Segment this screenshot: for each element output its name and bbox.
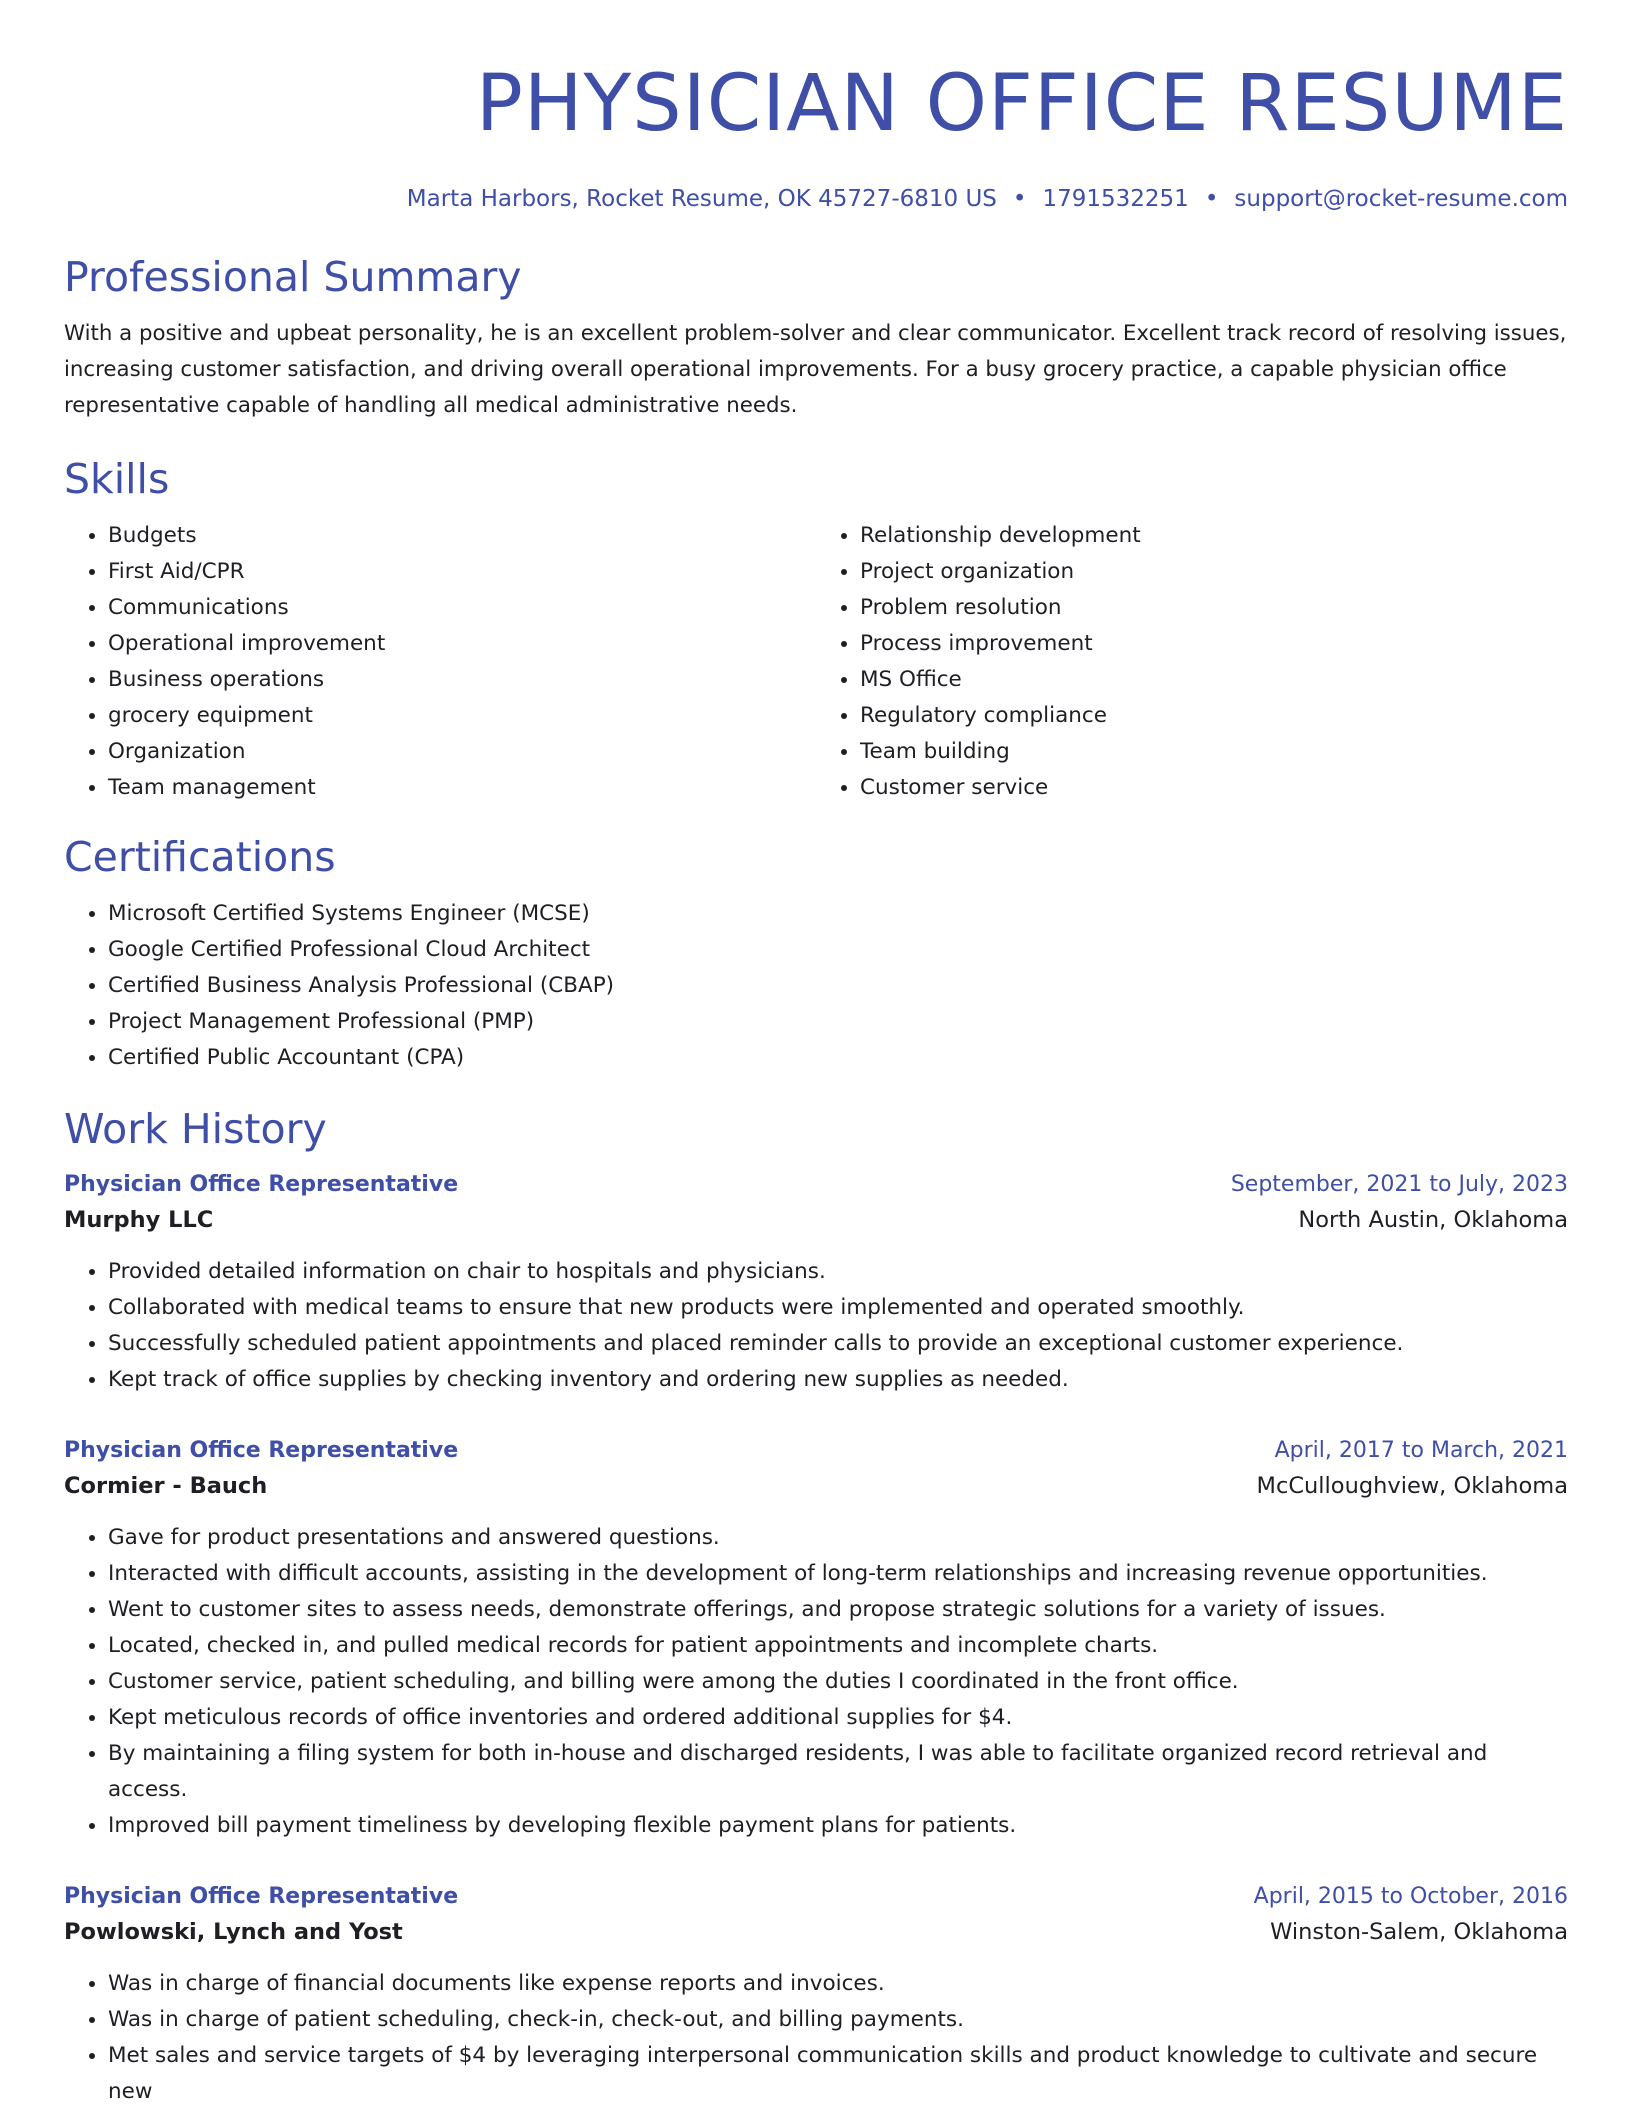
certification-item: • Certified Public Accountant (CPA) — [108, 1040, 1568, 1076]
job-title: Physician Office Representative — [64, 1172, 459, 1197]
contact-address: Marta Harbors, Rocket Resume, OK 45727-6810 US — [406, 186, 997, 212]
duty-item: • Went to customer sites to assess needs, demonstrate offerings, and propose strategic solutions for a variety of issues. — [108, 1592, 1568, 1628]
job-title: Physician Office Representative — [64, 1884, 459, 1909]
job-company-row — [64, 1202, 1568, 1238]
resume-title: PHYSICIAN OFFICE RESUME — [475, 59, 1568, 149]
certification-item: • Project Management Professional (PMP) — [108, 1004, 1568, 1040]
job-dates: April, 2017 to March, 2021 — [1274, 1438, 1568, 1463]
summary-heading: Professional Summary — [64, 253, 522, 301]
duty-item: • Kept track of office supplies by checking inventory and ordering new supplies as needed. — [108, 1362, 1568, 1398]
skills-columns — [64, 518, 1568, 806]
contact-separator: • — [1204, 186, 1219, 212]
job-dates: April, 2015 to October, 2016 — [1253, 1884, 1568, 1909]
job-title-row — [64, 1880, 1568, 1914]
contact-email: support@rocket-resume.com — [1234, 186, 1568, 212]
duty-item: • Gave for product presentations and answered questions. — [108, 1520, 1568, 1556]
job-title: Physician Office Representative — [64, 1438, 459, 1463]
duty-item: • Kept meticulous records of office inventories and ordered additional supplies for $4. — [108, 1700, 1568, 1736]
skill-item: • Regulatory compliance — [860, 698, 1568, 734]
skill-item: • Team management — [108, 770, 816, 806]
duty-item: • Successfully scheduled patient appointments and placed reminder calls to provide an exceptional customer experience. — [108, 1326, 1568, 1362]
skills-list-left — [64, 518, 816, 806]
job-duties — [64, 1966, 1568, 2110]
job-company: Cormier - Bauch — [64, 1473, 268, 1499]
job-company: Murphy LLC — [64, 1207, 214, 1233]
certification-item: • Google Certified Professional Cloud Architect — [108, 932, 1568, 968]
job-company-row — [64, 1914, 1568, 1950]
duty-item: • Improved bill payment timeliness by developing flexible payment plans for patients. — [108, 1808, 1568, 1844]
certification-item: • Microsoft Certified Systems Engineer (MCSE) — [108, 896, 1568, 932]
job-company-row — [64, 1468, 1568, 1504]
job-duties — [64, 1254, 1568, 1398]
skill-item: • Process improvement — [860, 626, 1568, 662]
skill-item: • Problem resolution — [860, 590, 1568, 626]
job-company: Powlowski, Lynch and Yost — [64, 1919, 403, 1945]
summary-text: With a positive and upbeat personality, he is an excellent problem-solver and clear communicator. Excellent track record of resolving issues, increasing customer satisfaction, and driving overall operational improvements. For a busy grocery practice, a capable physician office representative capable of handling all medical administrative needs. — [64, 321, 1567, 418]
skill-item: • Project organization — [860, 554, 1568, 590]
skill-item: • Communications — [108, 590, 816, 626]
duty-item: • Customer service, patient scheduling, and billing were among the duties I coordinated in the front office. — [108, 1664, 1568, 1700]
duty-item: • Met sales and service targets of $4 by leveraging interpersonal communication skills and product knowledge to cultivate and secure new — [108, 2038, 1568, 2110]
skills-list-right — [816, 518, 1568, 806]
duty-item: • Collaborated with medical teams to ensure that new products were implemented and operated smoothly. — [108, 1290, 1568, 1326]
duty-item: • Located, checked in, and pulled medical records for patient appointments and incomplete charts. — [108, 1628, 1568, 1664]
skill-item: • Business operations — [108, 662, 816, 698]
contact-phone: 1791532251 — [1042, 186, 1189, 212]
job-location: North Austin, Oklahoma — [1298, 1207, 1568, 1233]
work-history-heading: Work History — [64, 1105, 327, 1153]
skills-heading: Skills — [64, 455, 170, 503]
job-location: McCulloughview, Oklahoma — [1256, 1473, 1568, 1499]
skill-item: • Operational improvement — [108, 626, 816, 662]
duty-item: • Provided detailed information on chair to hospitals and physicians. — [108, 1254, 1568, 1290]
certification-item: • Certified Business Analysis Professional (CBAP) — [108, 968, 1568, 1004]
job-duties — [64, 1520, 1568, 1844]
skill-item: • Budgets — [108, 518, 816, 554]
job-entry — [64, 1880, 1568, 2110]
job-dates: September, 2021 to July, 2023 — [1230, 1172, 1568, 1197]
skill-item: • Relationship development — [860, 518, 1568, 554]
job-title-row — [64, 1434, 1568, 1468]
skill-item: • First Aid/CPR — [108, 554, 816, 590]
skill-item: • grocery equipment — [108, 698, 816, 734]
skill-item: • Team building — [860, 734, 1568, 770]
skill-item: • Customer service — [860, 770, 1568, 806]
skill-item: • MS Office — [860, 662, 1568, 698]
contact-line — [64, 184, 1568, 214]
job-entry — [64, 1434, 1568, 1844]
duty-item: • Was in charge of patient scheduling, check-in, check-out, and billing payments. — [108, 2002, 1568, 2038]
certifications-list — [64, 896, 1568, 1076]
duty-item: • By maintaining a filing system for both in-house and discharged residents, I was able to facilitate organized record retrieval and access. — [108, 1736, 1568, 1808]
skill-item: • Organization — [108, 734, 816, 770]
duty-item: • Interacted with difficult accounts, assisting in the development of long-term relationships and increasing revenue opportunities. — [108, 1556, 1568, 1592]
job-entry — [64, 1168, 1568, 1398]
job-location: Winston-Salem, Oklahoma — [1270, 1919, 1568, 1945]
contact-separator: • — [1012, 186, 1027, 212]
duty-item: • Was in charge of financial documents like expense reports and invoices. — [108, 1966, 1568, 2002]
job-title-row — [64, 1168, 1568, 1202]
certifications-heading: Certifications — [64, 833, 336, 881]
